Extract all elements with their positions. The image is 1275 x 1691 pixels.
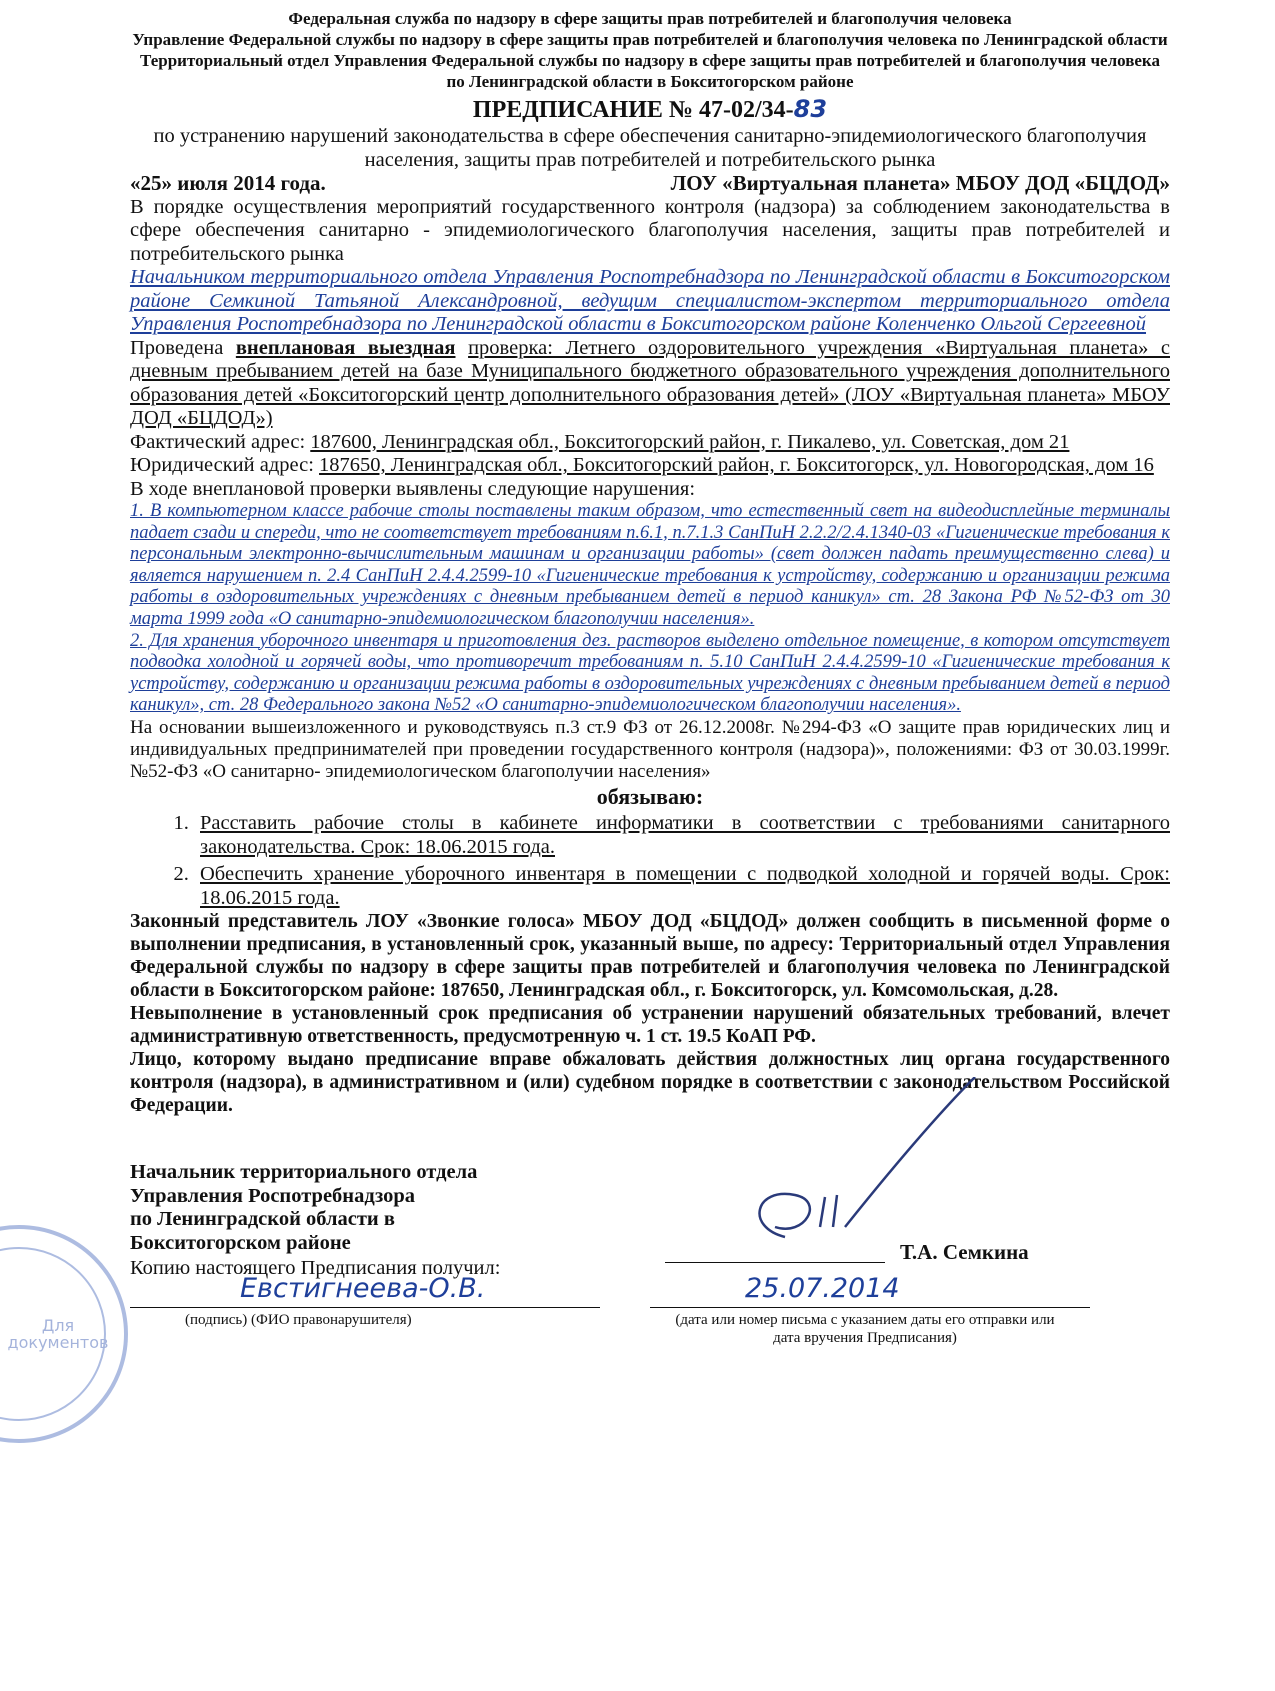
liability-notice: Невыполнение в установленный срок предписания об устранении нарушений обязательных требований, влечет административную ответственность, предусмотренную ч. 1 ст. 19.5 КоАП РФ. xyxy=(130,1003,1170,1048)
signatory-position-line: Управления Роспотребнадзора xyxy=(130,1184,415,1207)
signatory-name: Т.А. Семкина xyxy=(900,1240,1029,1265)
inspection-lead: Проведена xyxy=(130,336,224,359)
document-date: «25» июля 2014 года. xyxy=(130,171,326,195)
stamp-label: Для документов xyxy=(7,1316,109,1352)
recipient-caption: (подпись) (ФИО правонарушителя) xyxy=(185,1312,412,1329)
document-subtitle: по устранению нарушений законодательства в сфере обеспечения санитарно-эпидемиологического благополучия населения, защиты прав потребителей и потребительского рынка xyxy=(153,125,1147,171)
header-line-3: Территориальный отдел Управления Федеральной службы по надзору в сфере защиты прав потребителей и благополучия человека по Ленинградской области в Бокситогорском районе xyxy=(140,51,1160,91)
agency-header xyxy=(130,8,1170,92)
signatory-position xyxy=(130,1161,477,1255)
legal-basis: На основании вышеизложенного и руководствуясь п.3 ст.9 ФЗ от 26.12.2008г. №294-ФЗ «О защите прав юридических лиц и индивидуальных предпринимателей при проведении государственного контроля (надзора)», положениями: ФЗ от 30.03.1999г. №52-ФЗ «О санитарно- эпидемиологическом благополучии населения» xyxy=(130,716,1170,782)
order-item: 1. Расставить рабочие столы в кабинете информатики в соответствии с требованиями санитарного законодательства. Срок: 18.06.2015 года. xyxy=(194,812,1170,859)
receipt-date-line xyxy=(650,1307,1090,1308)
header-line-1: Федеральная служба по надзору в сфере защиты прав потребителей и благополучия человека xyxy=(288,9,1012,28)
inspection-paragraph xyxy=(130,337,1170,431)
signatory-position-line: Начальник территориального отдела xyxy=(130,1161,478,1184)
violation-item: 2. Для хранения уборочного инвентаря и приготовления дез. растворов выделено отдельное помещение, в котором отсутствует подводка холодной и горячей воды, что противоречит требованиям п. 5.10 СанПиН 2.4.4.2599-10 «Гигиенические требования к устройству, содержанию и организации режима работы в оздоровительных учреждениях с дневным пребыванием детей в период каникул», ст. 28 Федерального закона №52 «О санитарно-эпидемиологическом благополучии населения». xyxy=(130,630,1170,716)
receipt-date-caption: (дата или номер письма с указанием даты его отправки или дата вручения Предписания) xyxy=(675,1312,1055,1347)
actual-address xyxy=(130,431,1170,455)
date-line xyxy=(130,172,1170,196)
recipient-line xyxy=(130,1307,600,1308)
legal-address xyxy=(130,454,1170,478)
actual-address-label: Фактический адрес: xyxy=(130,430,306,453)
violations-intro: В ходе внеплановой проверки выявлены следующие нарушения: xyxy=(130,477,696,500)
inspection-type: внеплановая выездная xyxy=(235,336,456,359)
legal-address-label: Юридический адрес: xyxy=(130,454,314,476)
obligate-heading: обязываю: xyxy=(596,783,704,809)
violation-item: 1. В компьютерном классе рабочие столы поставлены таким образом, что естественный свет на видеодисплейные терминалы падает сзади и спереди, что не соответствует требованиям п.6.1, п.7.1.3 СанПиН 2.2.2/2.4.1340-03 «Гигиенические требования к персональным электронно-вычислительным машинам и организации работы» (свет должен падать преимущественно слева) и является нарушением п. 2.4 СанПиН 2.4.4.2599-10 «Гигиенические требования к устройству, содержанию и организации режима работы в оздоровительных учреждениях с дневным пребыванием детей в период каникул» ст. 28 Закона РФ №52-ФЗ от 30 марта 1999 года «О санитарно-эпидемиологическом благополучии населения». xyxy=(130,501,1170,629)
inspectors-paragraph: Начальником территориального отдела Управления Роспотребнадзора по Ленинградской области в Бокситогорском районе Семкиной Татьяной Александровной, ведущим специалистом-экспертом территориального отдела Управления Роспотребнадзора по Ленинградской области в Бокситогорском районе Коленченко Ольгой Сергеевной xyxy=(130,266,1170,335)
signatory-position-line: по Ленинградской области в xyxy=(130,1208,395,1231)
order-item: 2. Обеспечить хранение уборочного инвентаря в помещении с подводкой холодной и горячей воды. Срок: 18.06.2015 года. xyxy=(194,863,1170,910)
intro-paragraph: В порядке осуществления мероприятий государственного контроля (надзора) за соблюдением законодательства в сфере обеспечения санитарно - эпидемиологического благополучия населения, защиты прав потребителей и потребительского рынка xyxy=(130,195,1170,265)
orders-list xyxy=(130,812,1170,910)
receipt-label: Копию настоящего Предписания получил: xyxy=(130,1257,501,1280)
report-duty: Законный представитель ЛОУ «Звонкие голоса» МБОУ ДОД «БЦДОД» должен сообщить в письменной форме о выполнении предписания, в установленный срок, указанный выше, по адресу: Территориальный отдел Управления Федеральной службы по надзору в сфере защиты прав потребителей и благополучия человека по Ленинградской области в Бокситогорском районе: 187650, Ленинградская обл., г. Бокситогорск, ул. Комсомольская, д.28. xyxy=(130,911,1170,1002)
recipient-handwritten-name: Евстигнеева-О.В. xyxy=(240,1273,486,1305)
signature-line xyxy=(665,1262,885,1263)
receipt-handwritten-date: 25.07.2014 xyxy=(745,1273,900,1305)
actual-address-value: 187600, Ленинградская обл., Бокситогорский район, г. Пикалево, ул. Советская, дом 21 xyxy=(310,430,1070,453)
organization-name: ЛОУ «Виртуальная планета» МБОУ ДОД «БЦДОД» xyxy=(670,171,1170,195)
document-page xyxy=(130,8,1170,1357)
title-number-handwritten: 83 xyxy=(793,95,828,123)
title-prefix: ПРЕДПИСАНИЕ № 47-02/34- xyxy=(472,97,794,123)
inspection-text: проверка: Летнего оздоровительного учреждения «Виртуальная планета» с дневным пребыванием детей на базе Муниципального бюджетного образовательного учреждения дополнительного образования детей «Бокситогорский центр дополнительного образования детей» (ЛОУ «Виртуальная планета» МБОУ ДОД «БЦДОД») xyxy=(130,336,1170,429)
document-title xyxy=(130,94,1170,125)
appeal-notice: Лицо, которому выдано предписание вправе обжаловать действия должностных лиц органа государственного контроля (надзора), в административном и (или) судебном порядке в соответствии с законодательством Российской Федерации. xyxy=(130,1049,1170,1117)
header-line-2: Управление Федеральной службы по надзору в сфере защиты прав потребителей и благополучия человека по Ленинградской области xyxy=(132,30,1168,49)
signatory-position-line: Бокситогорском районе xyxy=(130,1231,351,1254)
signature-block xyxy=(130,1117,1170,1357)
signature-image xyxy=(725,1077,985,1257)
legal-address-value: 187650, Ленинградская обл., Бокситогорский район, г. Бокситогорск, ул. Новогородская, дом 16 xyxy=(319,454,1154,476)
official-stamp xyxy=(0,1225,128,1443)
